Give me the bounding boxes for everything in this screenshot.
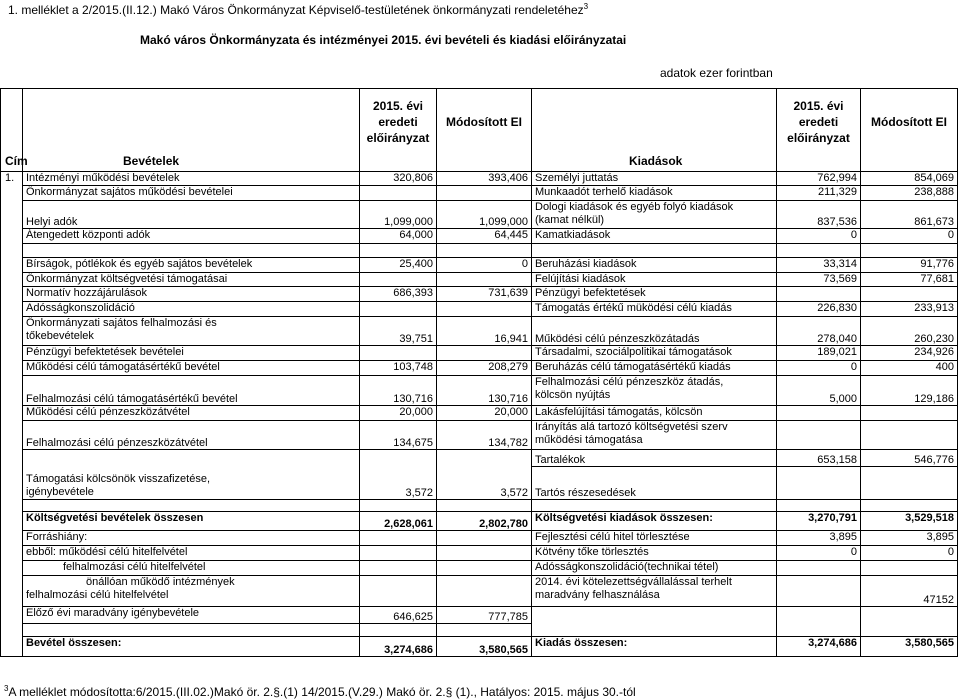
table-row: Helyi adók 1,099,000 1,099,000 Dologi kiadások és egyéb folyó kiadások (kamat nélkül) 837,536 861,673 xyxy=(0,201,960,229)
header-cim: Cím xyxy=(0,154,22,172)
table-row: Önkormányzat sajátos működési bevételei Munkaadót terhelő kiadások 211,329 238,888 xyxy=(0,186,960,201)
table-row: Támogatási kölcsönök visszafizetése, igénybevétele 3,572 3,572 Tartós részesedések xyxy=(0,467,960,500)
units-label: adatok ezer forintban xyxy=(660,66,773,80)
table-subheader-row xyxy=(0,154,960,172)
table-row: önállóan működő intézmények felhalmozási célú hitelfelvétel 2014. évi kötelezettségvállalással terhelt maradvány felhasználása 47152 xyxy=(0,576,960,607)
table-row: ebből: működési célú hitelfelvétel Kötvény tőke törlesztés 0 0 xyxy=(0,546,960,561)
budget-table xyxy=(0,88,960,657)
table-row: Tartalékok 653,158 546,776 xyxy=(0,450,960,467)
header-bevetelek: Bevételek xyxy=(22,154,359,172)
table-row: Normatív hozzájárulások 686,393 731,639 Pénzügyi befektetések xyxy=(0,287,960,302)
table-row: Felhalmozási célú pénzeszközátvétel 134,675 134,782 Irányítás alá tartozó költségvetési szerv működési támogatása xyxy=(0,421,960,450)
table-row: Felhalmozási célú támogatásértékű bevétel 130,716 130,716 Felhalmozási célú pénzeszköz átadás, kölcsön nyújtás 5,000 129,186 xyxy=(0,376,960,406)
table-row: Pénzügyi befektetések bevételei Társadalmi, szociálpolitikai támogatások 189,021 234,926 xyxy=(0,346,960,361)
table-row: Adósságkonszolidáció Támogatás értékű müködési célú kiadás 226,830 233,913 xyxy=(0,302,960,317)
document-reference-line: 1. melléklet a 2/2015.(II.12.) Makó Város Önkormányzat Képviselő-testületének önkormányzati rendeletéhez$^3$ xyxy=(8,2,589,17)
table-row: Forráshiány: Fejlesztési célú hitel törlesztése 3,895 3,895 xyxy=(0,531,960,546)
header-expense-original: 2015. évi eredeti előirányzat xyxy=(776,88,860,154)
header-revenue-modified: Módosított EI xyxy=(436,88,531,154)
table-row: felhalmozási célú hitelfelvétel Adósságkonszolidáció(technikai tétel) xyxy=(0,561,960,576)
footnote-marker: 3 xyxy=(583,2,589,11)
header-kiadasok: Kiadások xyxy=(531,154,776,172)
table-row: Bírságok, pótlékok és egyéb sajátos bevételek 25,400 0 Beruházási kiadások 33,314 91,776 xyxy=(0,258,960,273)
table-header-row xyxy=(0,88,960,154)
table-row: Önkormányzat költségvetési támogatásai Felújítási kiadások 73,569 77,681 xyxy=(0,273,960,287)
table-row: 1. Intézményi működési bevételek 320,806 393,406 Személyi juttatás 762,994 854,069 xyxy=(0,172,960,186)
total-row: Bevétel összesen: 3,274,686 3,580,565 Kiadás összesen: 3,274,686 3,580,565 xyxy=(0,637,960,657)
footnote: $^3$A melléklet módosította:6/2015.(III.02.)Makó ör. 2.§.(1) 14/2015.(V.29.) Makó ör. 2.§ (1)., Hatályos: 2015. május 30.-tól xyxy=(4,684,636,699)
table-row: Működési célú támogatásértékű bevétel 103,748 208,279 Beruházás célú támogatásértékű kiadás 0 400 xyxy=(0,361,960,376)
table-row: Átengedett központi adók 64,000 64,445 Kamatkiadások 0 0 xyxy=(0,229,960,244)
table-row: Önkormányzati sajátos felhalmozási és tőkebevételek 39,751 16,941 Működési célú pénzeszközátadás 278,040 260,230 xyxy=(0,317,960,346)
table-row: Működési célú pénzeszközátvétel 20,000 20,000 Lakásfelújítási támogatás, kölcsön xyxy=(0,406,960,421)
table-row: Előző évi maradvány igénybevétele 646,625 777,785 xyxy=(0,607,960,624)
header-expense-modified: Módosított EI xyxy=(860,88,958,154)
subtotal-row: Költségvetési bevételek összesen 2,628,061 2,802,780 Költségvetési kiadások összesen: 3,270,791 3,529,518 xyxy=(0,512,960,531)
header-revenue-original: 2015. évi eredeti előirányzat xyxy=(359,88,436,154)
document-title: Makó város Önkormányzata és intézményei 2015. évi bevételi és kiadási előirányzatai xyxy=(140,33,627,47)
